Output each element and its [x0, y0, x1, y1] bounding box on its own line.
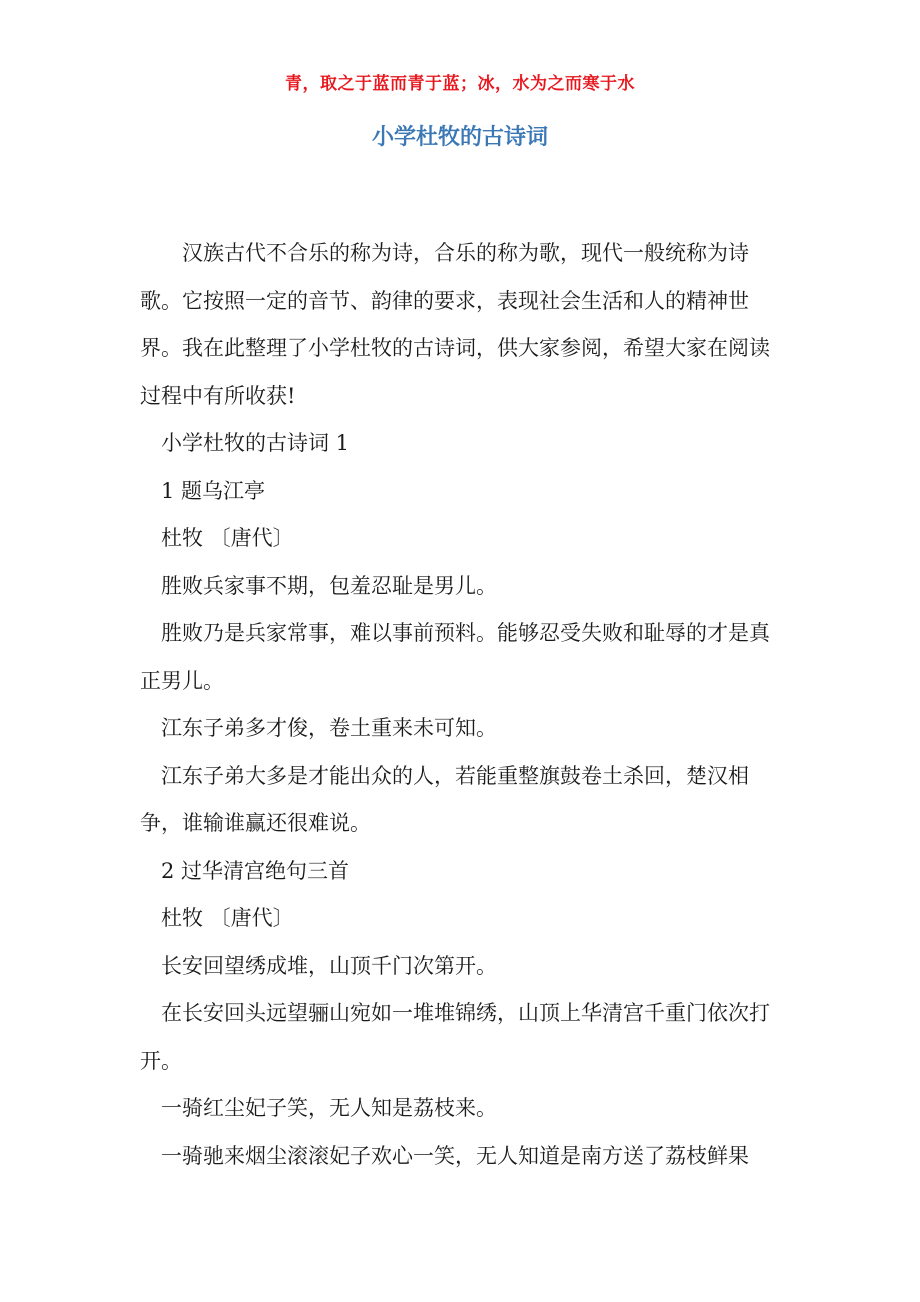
poem-line: 江东子弟多才俊，卷土重来未可知。 [161, 716, 497, 740]
page-title: 小学杜牧的古诗词 [371, 125, 548, 150]
poem-title: 1 题乌江亭 [161, 478, 266, 503]
poem-author: 杜牧 〔唐代〕 [161, 526, 294, 550]
section-heading: 小学杜牧的古诗词 1 [161, 431, 350, 455]
document-body [140, 230, 780, 1180]
poem-translation: 一骑驰来烟尘滚滚妃子欢心一笑，无人知道是南方送了荔枝鲜果 [161, 1143, 749, 1168]
poem-translation: 在长安回头远望骊山宛如一堆堆锦绣，山顶上华清宫千重门依次打开。 [140, 1001, 770, 1073]
poem-translation: 江东子弟大多是才能出众的人，若能重整旗鼓卷土杀回，楚汉相争，谁输谁赢还很难说。 [140, 763, 749, 835]
poem-translation: 胜败乃是兵家常事，难以事前预料。能够忍受失败和耻辱的才是真正男儿。 [140, 621, 770, 693]
intro-paragraph: 汉族古代不合乐的称为诗，合乐的称为歌，现代一般统称为诗歌。它按照一定的音节、韵律的要求，表现社会生活和人的精神世界。我在此整理了小学杜牧的古诗词，供大家参阅，希望大家在阅读过程中有所收获! [140, 241, 770, 408]
header-motto: 青，取之于蓝而青于蓝；冰，水为之而寒于水 [285, 74, 635, 94]
poem-line: 一骑红尘妃子笑，无人知是荔枝来。 [161, 1096, 497, 1120]
poem-line: 胜败兵家事不期，包羞忍耻是男儿。 [161, 573, 497, 598]
poem-line: 长安回望绣成堆，山顶千门次第开。 [161, 953, 497, 978]
poem-title: 2 过华清宫绝句三首 [161, 858, 350, 883]
poem-author: 杜牧 〔唐代〕 [161, 906, 294, 930]
